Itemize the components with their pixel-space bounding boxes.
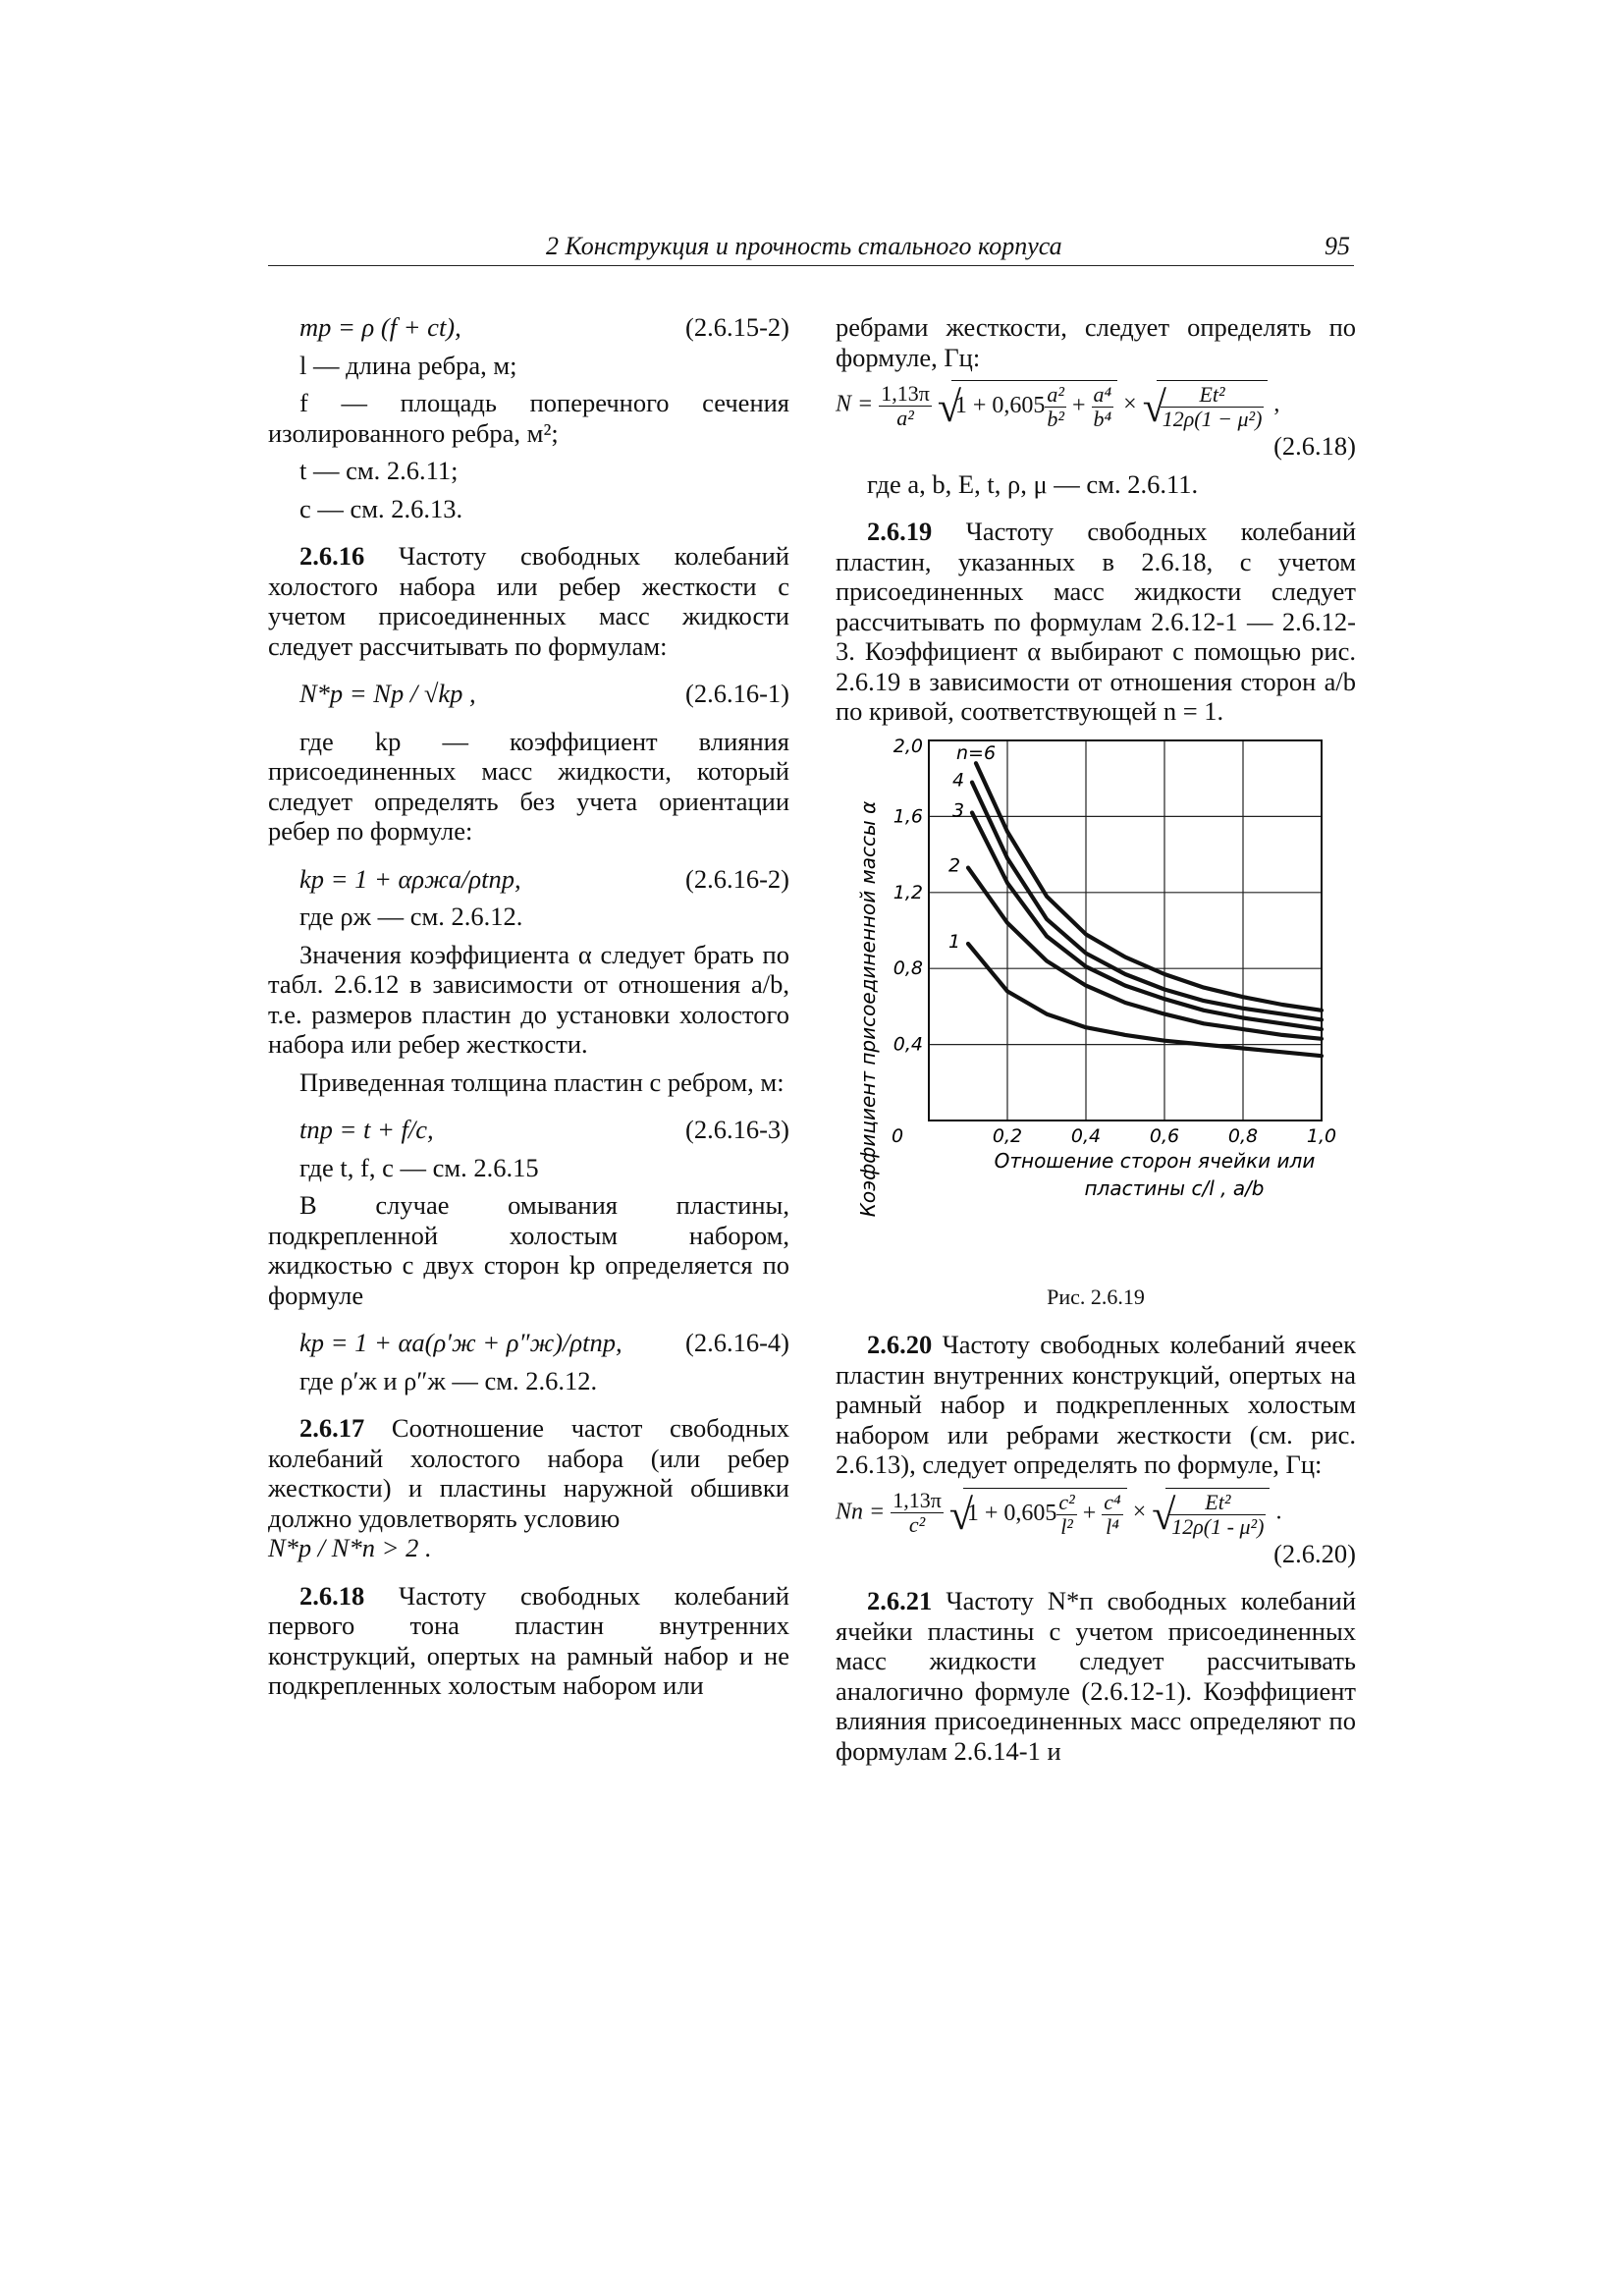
formula-2-6-16-1: N*р = Nр / √kр , (2.6.16-1)	[299, 679, 789, 708]
formula-number: (2.6.18)	[1273, 431, 1356, 461]
series-line-n=1	[968, 944, 1322, 1056]
formula-number: (2.6.16-2)	[685, 863, 789, 894]
formula-number: (2.6.16-4)	[685, 1328, 789, 1357]
page-number: 95	[1325, 232, 1350, 260]
formula-number: (2.6.16-3)	[685, 1115, 789, 1144]
where-kp: где kр — коэффициент влияния присоединенных масс жидкости, который следует определять без учета ориентации ребер по формуле:	[268, 726, 789, 846]
definition-f: f — площадь поперечного сечения изолированного ребра, м²;	[268, 388, 789, 448]
x-tick-label: 1,0	[1306, 1124, 1337, 1147]
section-2-6-16: 2.6.16 Частоту свободных колебаний холостого набора или ребер жесткости с учетом присоединенных масс жидкости следует рассчитывать по формулам:	[268, 541, 789, 661]
page-header	[268, 232, 1354, 266]
figure-2-6-19	[836, 733, 1356, 1283]
y-tick-label: 2,0	[893, 735, 923, 757]
y-tick-label: 0,8	[893, 957, 923, 979]
y-tick-label: 1,6	[893, 804, 923, 827]
section-2-6-18: 2.6.18 Частоту свободных колебаний первого тона пластин внутренних конструкций, опертых на рамный набор и не подкрепленных холостым набором или	[268, 1580, 789, 1700]
formula-2-6-18: N = $\frac{1,13\pi}{\text{a²}}$ √ 1 + 0,605 $\frac{\text{a²}}{\text{b²}}$ + $\frac{\text{a⁴}}{\text{b⁴}}$ × √ $\frac{\text{Et²}}{\text{12ρ(1 − μ²)}}$ ,	[836, 380, 1280, 431]
running-title: 2 Конструкция и прочность стального корпуса	[546, 232, 1062, 260]
series-label: 1	[948, 930, 961, 953]
section-2-6-20: 2.6.20 Частоту свободных колебаний ячеек пластин внутренних конструкций, опертых на рамный набор и подкрепленных холостым набором или ребрами жесткости (см. рис. 2.6.13), следует определять по формуле, Гц:	[836, 1330, 1357, 1479]
plot-frame	[929, 740, 1322, 1121]
formula-2-6-15-2: mр = ρ (f + ct), (2.6.15-2)	[299, 312, 789, 342]
condition-2-6-17: N*р / N*п > 2 .	[268, 1533, 432, 1562]
series-label: 4	[952, 769, 965, 792]
x-tick-label: 0	[891, 1124, 904, 1147]
x-tick-label: 0,8	[1227, 1124, 1259, 1147]
section-2-6-19: 2.6.19 Частоту свободных колебаний пластин, указанных в 2.6.18, с учетом присоединенных масс жидкости следует рассчитывать по формулам 2.6.12-1 — 2.6.12-3. Коэффициент α выбирают с помощью рис. 2.6.19 в зависимости от отношения сторон a/b по кривой, соответствующей n = 1.	[836, 517, 1356, 726]
formula-2-6-16-2: kр = 1 + αρжa/ρtпр, (2.6.16-2)	[299, 863, 789, 894]
y-tick-label: 1,2	[893, 881, 923, 903]
where-tfc: где t, f, c — см. 2.6.15	[299, 1152, 539, 1182]
formula-2-6-20: Nп = $\frac{1,13\pi}{\text{c²}}$ √ 1 + 0,605 $\frac{\text{c²}}{\text{l²}}$ + $\frac{\text{c⁴}}{\text{l⁴}}$ × √ $\frac{\text{Et²}}{\text{12ρ(1 - μ²)}}$ .	[836, 1488, 1282, 1539]
section-2-6-17: 2.6.17 Соотношение частот свободных колебаний холостого набора (или ребер жесткости) и пластины наружной обшивки должно удовлетворять условию	[268, 1413, 789, 1533]
x-tick-label: 0,6	[1149, 1124, 1180, 1147]
section-2-6-21: 2.6.21 Частоту N*п свободных колебаний ячейки пластины с учетом присоединенных масс жидкости следует рассчитывать аналогично формуле (2.6.12-1). Коэффициент влияния присоединенных масс определяют по формулам 2.6.14-1 и	[836, 1586, 1357, 1766]
figure-caption: Рис. 2.6.19	[1047, 1284, 1145, 1309]
where-rho: где ρж — см. 2.6.12.	[299, 902, 523, 931]
formula-number: (2.6.20)	[1273, 1538, 1356, 1568]
formula-number: (2.6.16-1)	[685, 679, 789, 708]
where-2-6-18: где a, b, E, t, ρ, μ — см. 2.6.11.	[867, 468, 1199, 499]
definition-t: t — см. 2.6.11;	[299, 456, 459, 485]
series-label: 2	[948, 854, 961, 877]
formula-number: (2.6.15-2)	[685, 312, 789, 342]
series-line-n=4	[972, 782, 1322, 1019]
reduced-thickness-paragraph: Приведенная толщина пластин с ребром, м:	[299, 1066, 784, 1097]
definition-c: c — см. 2.6.13.	[299, 493, 463, 523]
series-label: 3	[952, 799, 965, 822]
x-tick-label: 0,4	[1070, 1124, 1102, 1147]
where-rho-2: где ρ′ж и ρ″ж — см. 2.6.12.	[299, 1365, 598, 1395]
right-column	[836, 312, 1356, 1766]
formula-2-6-16-3: tпр = t + f/c, (2.6.16-3)	[299, 1115, 789, 1144]
y-axis-label: Коэффициент присоединенной массы α	[856, 800, 880, 1217]
x-axis-label-2: пластины c/l , a/b	[1084, 1175, 1265, 1200]
definition-l: l — длина ребра, м;	[299, 350, 517, 380]
alpha-chart	[836, 733, 1356, 1243]
alpha-paragraph: Значения коэффициента α следует брать по табл. 2.6.12 в зависимости от отношения a/b, т.е. размеров пластин до установки холостого набора или ребер жесткости.	[268, 939, 789, 1059]
series-label: n=6	[956, 741, 997, 764]
continuation-paragraph: ребрами жесткости, следует определять по формуле, Гц:	[836, 312, 1356, 372]
x-axis-label: Отношение сторон ячейки или	[994, 1148, 1316, 1173]
formula-2-6-16-4: kр = 1 + αa(ρ′ж + ρ″ж)/ρtпр, (2.6.16-4)	[299, 1328, 789, 1357]
x-tick-label: 0,2	[992, 1124, 1023, 1147]
washing-paragraph: В случае омывания пластины, подкрепленной холостым набором, жидкостью с двух сторон kр определяется по формуле	[268, 1190, 789, 1310]
series-line-n=3	[972, 812, 1322, 1029]
left-column	[268, 312, 789, 1701]
y-tick-label: 0,4	[893, 1033, 923, 1056]
